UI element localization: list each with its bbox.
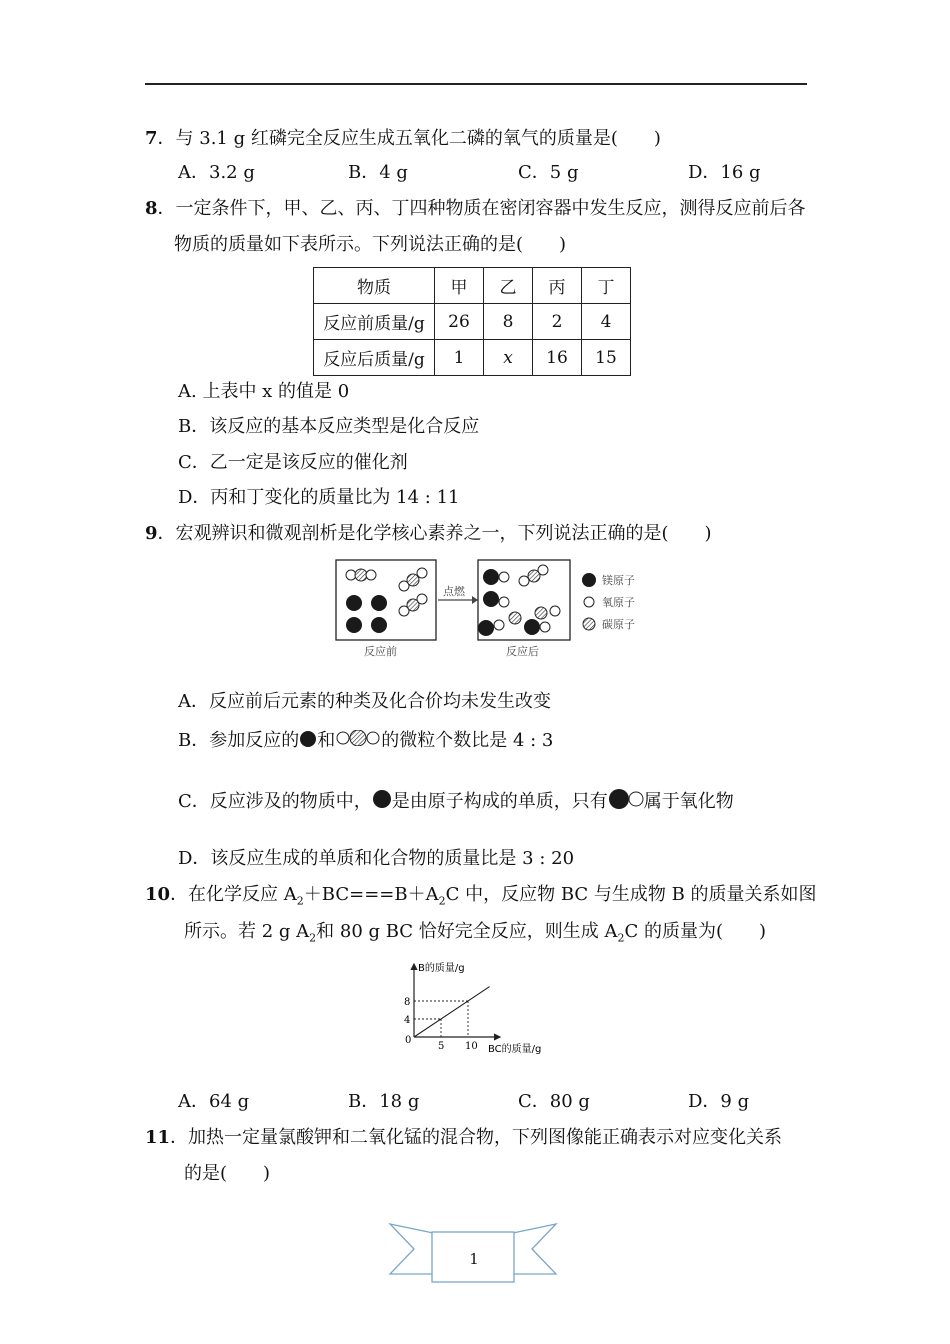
q9-option-c-prefix: C．反应涉及的物质中，: [178, 791, 372, 812]
q10-option-d: D．9 g: [688, 1091, 750, 1112]
mg-atom: [346, 595, 362, 611]
q9-option-b-mid: 和: [317, 730, 336, 751]
table-cell: 丁: [582, 268, 631, 304]
co2-molecule: [346, 569, 376, 581]
table-cell: x: [484, 340, 533, 376]
table-cell: 反应后质量/g: [314, 340, 435, 376]
after-label: 反应后: [506, 645, 539, 658]
legend-c-label: 碳原子: [602, 618, 635, 631]
q8-mass-table: [313, 267, 631, 376]
table-cell: 乙: [484, 268, 533, 304]
q8-option-b: B．该反应的基本反应类型是化合反应: [178, 416, 480, 437]
origin-label: 0: [405, 1035, 412, 1046]
q11-stem-line1: 11．加热一定量氯酸钾和二氧化锰的混合物，下列图像能正确表示对应变化关系: [145, 1127, 783, 1148]
mgo-molecule-icon: [608, 788, 644, 810]
table-cell: 丙: [533, 268, 582, 304]
mg-atom-icon: [372, 789, 392, 809]
y-axis-label: B的质量/g: [418, 963, 465, 974]
q10-stem-line1: 10．在化学反应 $A_2+BC===B+A_2C$ 中，反应物 BC 与生成物 B 的质量关系如图: [145, 884, 817, 908]
q7-option-b: B．4 g: [348, 162, 408, 183]
x-axis-label: BC的质量/g: [488, 1044, 542, 1055]
q9-option-b-prefix: B．参加反应的: [178, 730, 300, 751]
table-cell: 反应前质量/g: [314, 304, 435, 340]
mg-atom: [371, 617, 387, 633]
series-line: [414, 987, 490, 1037]
q7-stem: 7．与 3.1 g 红磷完全反应生成五氧化二磷的氧气的质量是( ): [145, 128, 661, 149]
x-tick-label: 10: [465, 1041, 478, 1052]
table-cell: 4: [582, 304, 631, 340]
q11-stem-line2: 的是( ): [184, 1163, 271, 1184]
q9-option-b: [178, 729, 553, 753]
x-tick-label: 5: [438, 1041, 445, 1052]
before-label: 反应前: [364, 645, 397, 658]
table-cell: 16: [533, 340, 582, 376]
q8-stem-line1: 8．一定条件下，甲、乙、丙、丁四种物质在密闭容器中发生反应，测得反应前后各: [145, 198, 806, 219]
q8-option-c: C．乙一定是该反应的催化剂: [178, 452, 408, 473]
table-row: [314, 340, 631, 376]
q9-option-c-suffix: 属于氧化物: [643, 791, 734, 812]
table-cell: 8: [484, 304, 533, 340]
legend-mg-label: 镁原子: [602, 574, 635, 587]
table-cell: 26: [435, 304, 484, 340]
y-tick-label: 4: [404, 1015, 411, 1026]
arrow-label: 点燃: [443, 585, 465, 598]
q10-stem-line2: 所示。若 2 g $A_2$和 80 g BC 恰好完全反应，则生成 $A_2C$ 的质量为( ): [184, 921, 767, 945]
table-row: [314, 304, 631, 340]
q9-option-c-mid: 是由原子构成的单质，只有: [391, 791, 608, 812]
q9-option-c: [178, 788, 734, 814]
q9-particle-diagram: [334, 558, 654, 662]
q10-option-a: A．64 g: [178, 1091, 250, 1112]
q9-option-b-suffix: 的微粒个数比是 4 : 3: [381, 730, 554, 751]
arrow-head: [472, 596, 478, 604]
table-cell: 物质: [314, 268, 435, 304]
table-cell: 2: [533, 304, 582, 340]
q7-option-a: A．3.2 g: [178, 162, 255, 183]
q9-option-a: A．反应前后元素的种类及化合价均未发生改变: [178, 691, 551, 712]
header-rule: [145, 83, 807, 85]
q10-option-b: B．18 g: [348, 1091, 420, 1112]
mg-atom: [371, 595, 387, 611]
q10-mass-chart: [396, 958, 566, 1058]
q9-option-d: D．该反应生成的单质和化合物的质量比是 3 : 20: [178, 848, 575, 869]
table-cell: 15: [582, 340, 631, 376]
oxygen-atom: [550, 606, 560, 616]
table-cell: 甲: [435, 268, 484, 304]
legend-o-symbol: [584, 597, 594, 607]
q7-option-c: C．5 g: [518, 162, 579, 183]
legend-o-label: 氧原子: [602, 596, 635, 609]
q7-option-d: D．16 g: [688, 162, 761, 183]
mg-atom: [346, 617, 362, 633]
legend-mg-symbol: [582, 573, 596, 587]
q8-option-a: A. 上表中 x 的值是 0: [178, 381, 350, 402]
ribbon-left: [390, 1224, 438, 1274]
q9-stem: 9．宏观辨识和微观剖析是化学核心素养之一，下列说法正确的是( ): [145, 523, 712, 544]
y-tick-label: 8: [404, 997, 411, 1008]
carbon-atom: [535, 607, 547, 619]
table-cell: 1: [435, 340, 484, 376]
q8-stem-line2: 物质的质量如下表所示。下列说法正确的是( ): [174, 234, 567, 255]
mg-atom-icon: [299, 730, 317, 748]
q8-option-d: D．丙和丁变化的质量比为 14 : 11: [178, 487, 460, 508]
q10-option-c: C．80 g: [518, 1091, 590, 1112]
ribbon-right: [508, 1224, 556, 1274]
table-header-row: [314, 268, 631, 304]
page-number: 1: [469, 1250, 479, 1268]
co2-molecule-icon: [335, 730, 381, 746]
legend-c-symbol: [583, 618, 595, 630]
carbon-atom: [509, 612, 521, 624]
